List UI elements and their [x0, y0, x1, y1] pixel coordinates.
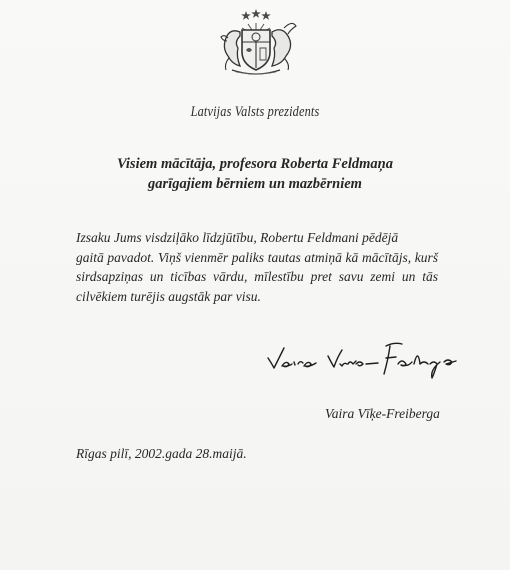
body-line: Izsaku Jums visdziļāko līdzjūtību, Robertu Feldmani pēdējā	[76, 230, 399, 245]
latvia-coat-of-arms-icon	[212, 8, 300, 78]
letterhead-title: Latvijas Valsts prezidents	[190, 104, 320, 120]
salutation-line-1: Visiem mācītāja, profesora Roberta Feldmaņa	[117, 156, 393, 172]
body-line: gaitā pavadot. Viņš vienmēr paliks tautas atmiņā kā mācītājs, kurš	[76, 249, 438, 265]
letter-body	[76, 228, 438, 306]
salutation-line-2: garīgajiem bērniem un mazbērniem	[148, 176, 362, 192]
salutation	[0, 154, 510, 194]
signer-name: Vaira Vīķe-Freiberga	[325, 406, 440, 421]
body-line: cilvēkiem turējis augstāk par visu.	[76, 288, 261, 304]
place-and-date: Rīgas pilī, 2002.gada 28.maijā.	[76, 446, 247, 461]
handwritten-signature-icon	[262, 334, 462, 382]
body-line: sirdsapziņas un ticības vārdu, mīlestību pret savu zemi un tās	[76, 269, 438, 285]
